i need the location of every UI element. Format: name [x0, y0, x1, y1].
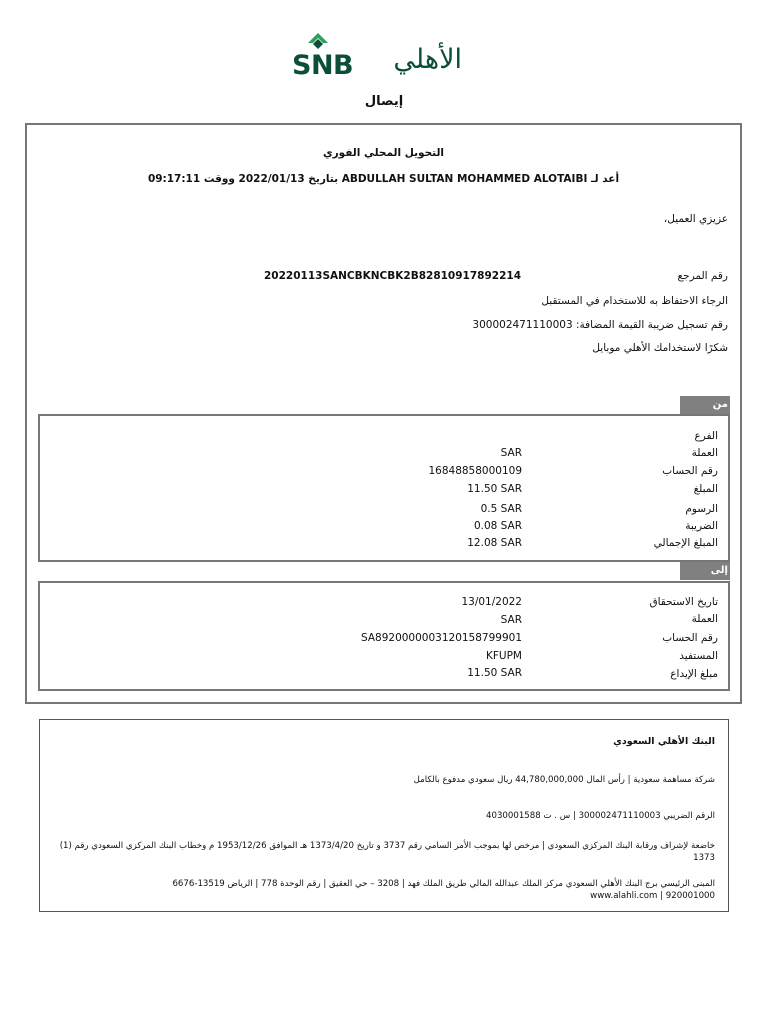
leaf-icon — [307, 33, 329, 49]
row-value: SA8920000003120158799901 — [360, 632, 522, 644]
logo-latin-text: SNB — [292, 50, 354, 81]
row-value: 12.08 SAR — [467, 537, 522, 549]
snb-logo — [290, 30, 462, 82]
row-label: رقم الحساب — [662, 465, 718, 477]
to-section-box — [38, 581, 730, 691]
row-label: تاريخ الاستحقاق — [649, 596, 718, 608]
row-value: 0.5 SAR — [480, 503, 522, 515]
footer-tax-line: الرقم الضريبي 300002471110003 | س . ت 4030001588 — [486, 811, 715, 821]
row-label: العملة — [691, 447, 718, 459]
footer-regulation-line: خاضعة لإشراف ورقابة البنك المركزي السعودي | مرخص لها بموجب الأمر السامي رقم 3737 و تاريخ 1373/4/20 هـ الموافق 1953/12/26 م وخطاب البنك المركزي السعودي رقم (1) 1373 — [59, 841, 715, 863]
row-label: مبلغ الإيداع — [670, 668, 718, 680]
row-label: الرسوم — [685, 503, 718, 515]
row-label: الفرع — [694, 430, 718, 442]
from-section-tab: من — [680, 396, 730, 414]
row-label: المبلغ — [693, 483, 718, 495]
footer-contact-line — [54, 890, 715, 902]
transfer-title: التحويل المحلي الفوري — [322, 147, 444, 159]
thanks-line: شكرًا لاستخدامك الأهلي موبايل — [592, 342, 728, 354]
row-value: SAR — [500, 614, 522, 626]
footer-address-line: المبنى الرئيسي برج البنك الأهلي السعودي مركز الملك عبدالله المالي طريق الملك فهد | 3208 – حي العقيق | رقم الوحدة 778 | الرياض 13519-6676 — [172, 879, 715, 889]
footer-box — [39, 719, 729, 912]
row-label: العملة — [691, 613, 718, 625]
footer-company-line: شركة مساهمة سعودية | رأس المال 44,780,000,000 ريال سعودي مدفوع بالكامل — [413, 775, 715, 785]
row-value: 11.50 SAR — [467, 667, 522, 679]
row-label: رقم الحساب — [662, 632, 718, 644]
row-value: 0.08 SAR — [473, 520, 522, 532]
row-value: 16848858000109 — [428, 465, 522, 477]
reference-value: 20220113SANCBKNCBK2B82810917892214 — [264, 270, 521, 282]
footer-bank-name: البنك الأهلي السعودي — [613, 736, 715, 747]
receipt-box — [25, 123, 742, 704]
row-label: المستفيد — [679, 650, 718, 662]
row-value: KFUPM — [485, 650, 522, 662]
row-label: المبلغ الإجمالي — [653, 537, 718, 549]
vat-line: رقم تسجيل ضريبة القيمة المضافة: 300002471110003 — [472, 319, 728, 331]
row-value: 11.50 SAR — [467, 483, 522, 495]
page-title: إيصال — [364, 94, 404, 109]
row-value: SAR — [500, 447, 522, 459]
keep-note: الرجاء الاحتفاظ به للاستخدام في المستقبل — [541, 295, 728, 307]
reference-label: رقم المرجع — [677, 270, 728, 282]
row-value: 13/01/2022 — [461, 596, 522, 608]
logo-arabic-text: الأهلي — [393, 44, 462, 75]
prepared-for-line: أعد لـ ABDULLAH SULTAN MOHAMMED ALOTAIBI بتاريخ 2022/01/13 ووقت 09:17:11 — [147, 173, 620, 185]
to-section-tab: إلى — [680, 562, 730, 580]
footer-contact-text: www.alahli.com | 920001000 — [590, 891, 715, 901]
to-rows — [40, 583, 718, 689]
row-label: الضريبة — [685, 520, 718, 532]
from-rows — [40, 416, 718, 560]
from-section-box — [38, 414, 730, 562]
greeting: عزيزي العميل، — [663, 213, 728, 225]
